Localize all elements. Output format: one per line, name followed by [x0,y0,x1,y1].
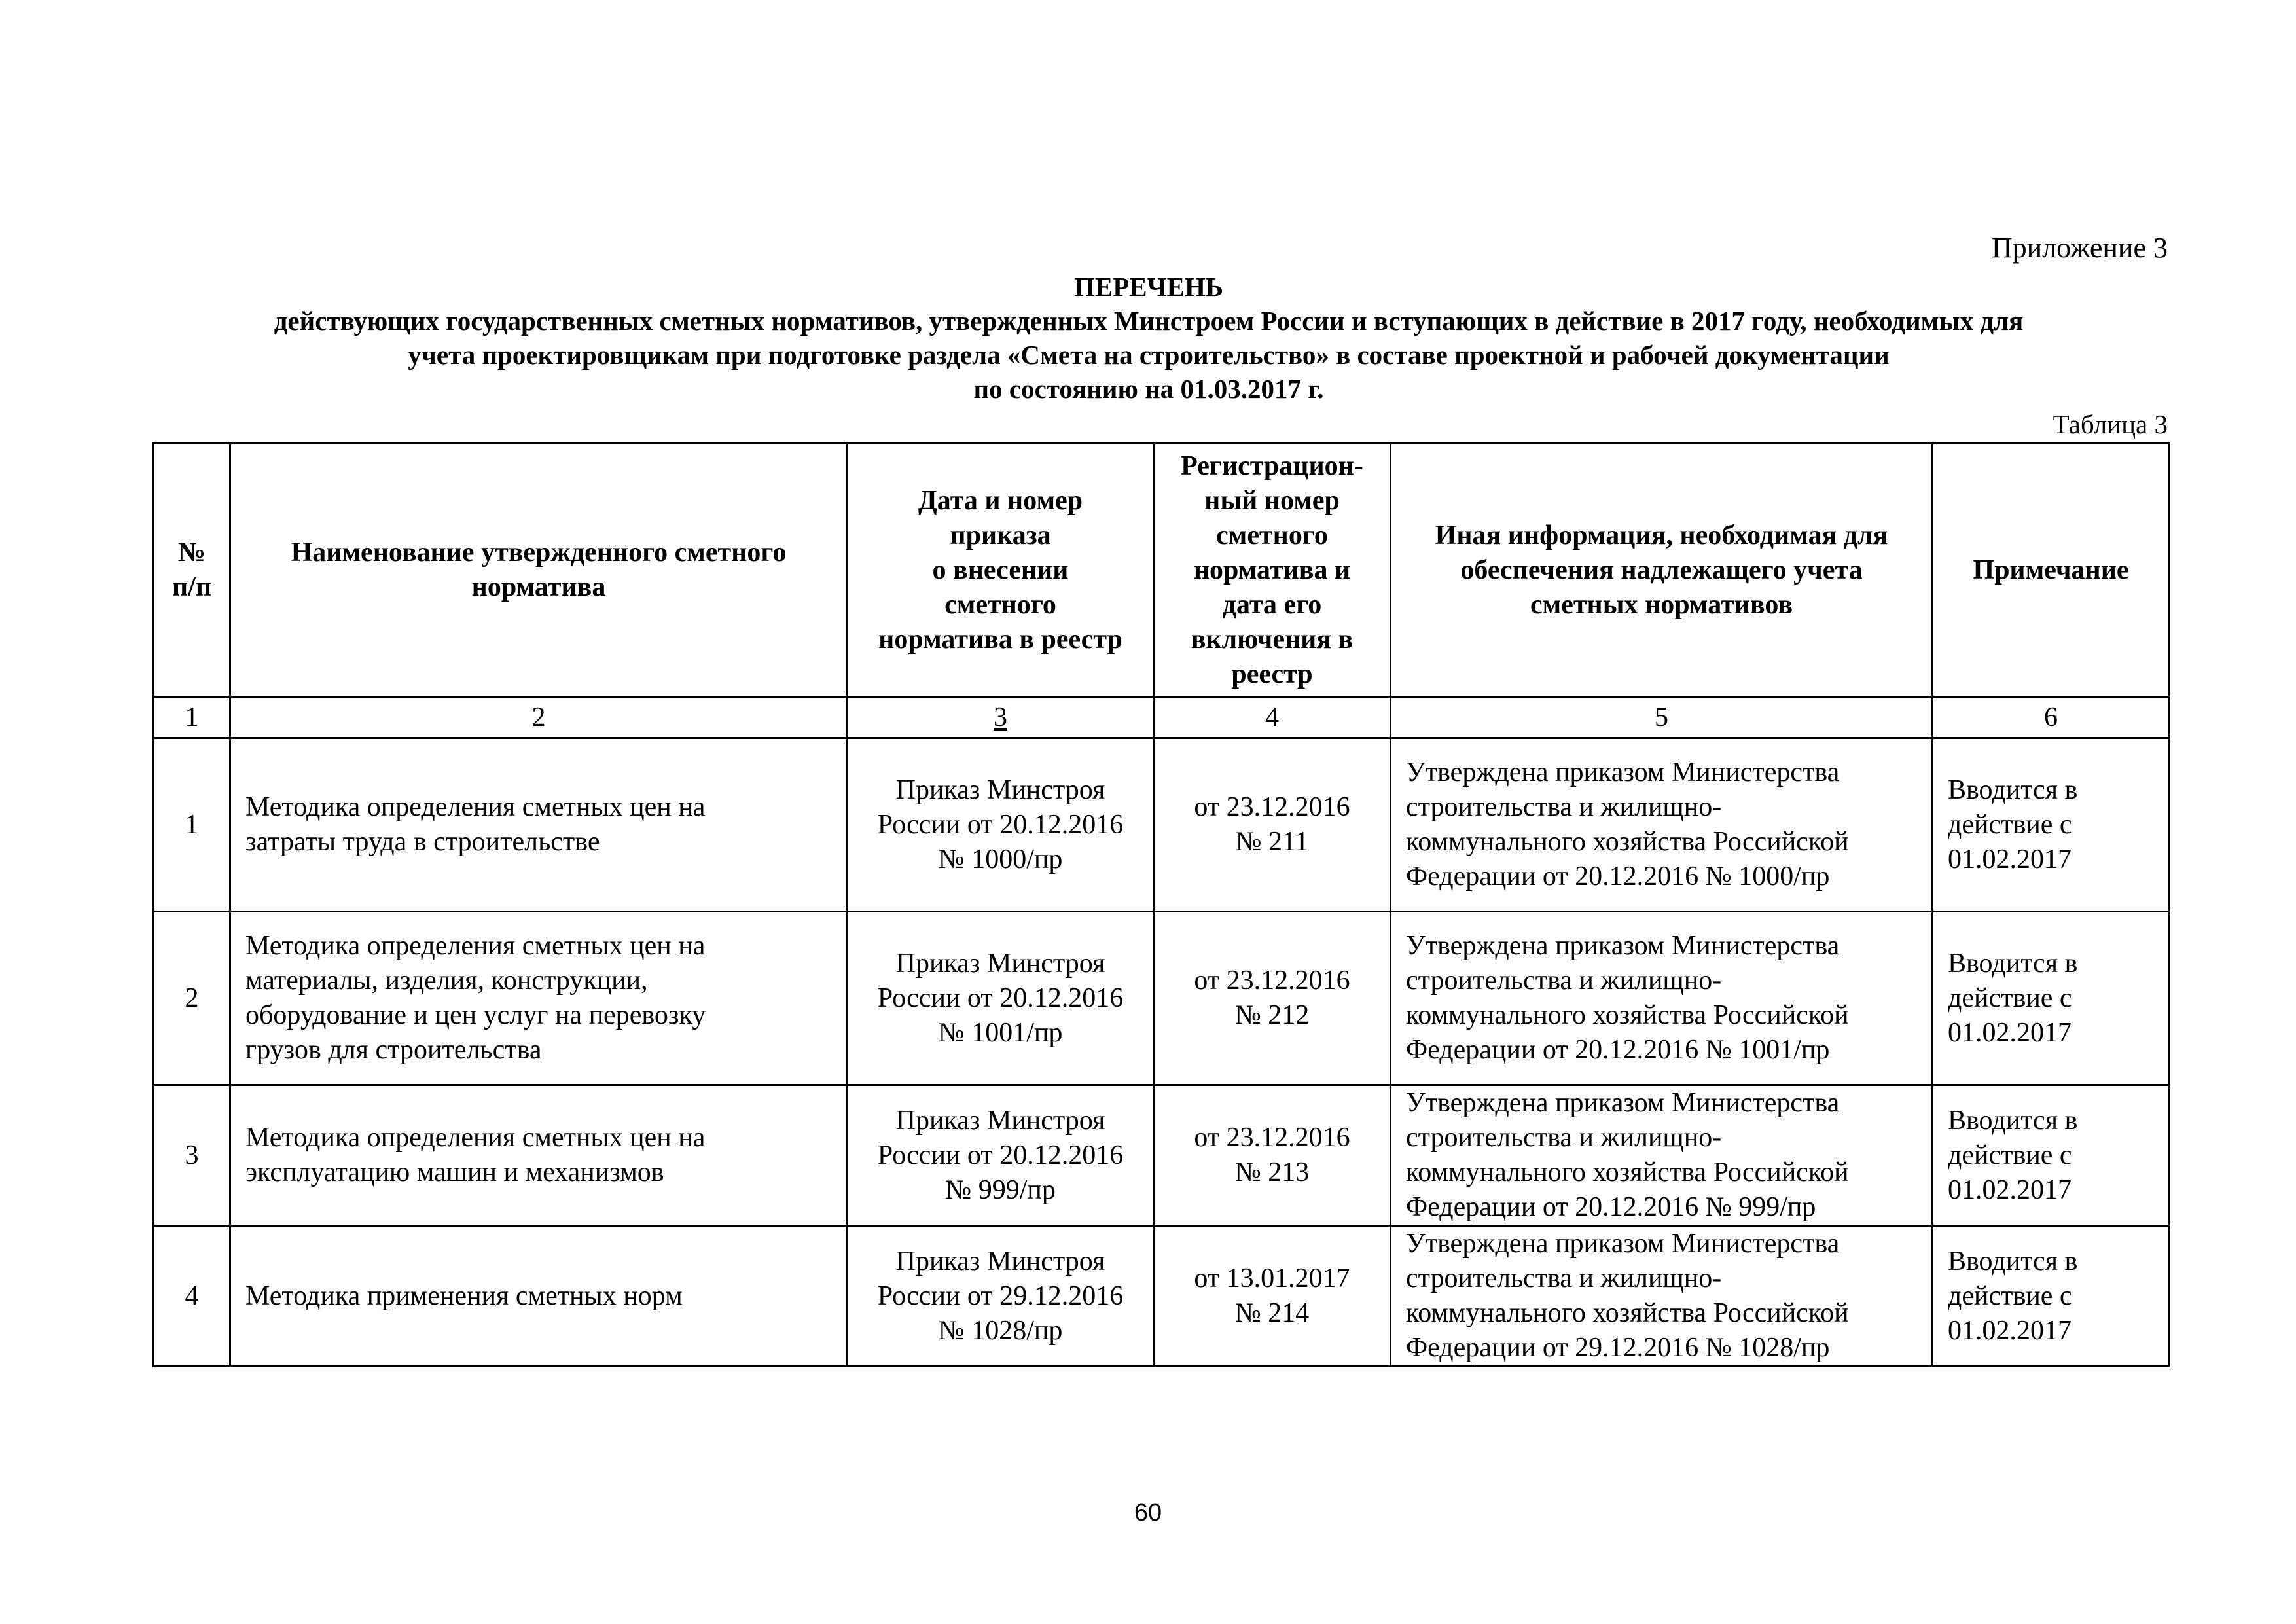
cell-line: Вводится в [1948,1246,2078,1276]
normatives-table [152,442,2170,1367]
cell-line: включения в [1191,624,1354,655]
table-row [154,1085,2170,1226]
table-header-row [154,444,2170,697]
cell-name [230,1226,848,1367]
column-number-text: 3 [994,702,1007,732]
cell-note [1933,1226,2170,1367]
column-number: 2 [230,697,848,738]
cell-line: № 999/пр [945,1174,1056,1205]
cell-order [848,912,1154,1085]
header-note [1933,444,2170,697]
cell-line: Наименование утвержденного сметного [291,537,787,568]
cell-line: № 1001/пр [938,1017,1063,1048]
cell-note [1933,912,2170,1085]
cell-line: 01.02.2017 [1948,1315,2072,1346]
cell-line: Иная информация, необходимая для [1435,520,1888,550]
cell-line: Приказ Минстроя [895,1246,1105,1276]
cell-order [848,738,1154,912]
table-row [154,912,2170,1085]
cell-note [1933,738,2170,912]
cell-line: коммунального хозяйства Российской [1406,1157,1849,1187]
page-number: 60 [1134,1499,1162,1526]
cell-line: действие с [1948,1280,2072,1311]
cell-line: строительства и жилищно- [1406,792,1722,822]
cell-line: Приказ Минстроя [895,948,1105,979]
cell-line: от 23.12.2016 [1194,792,1350,822]
column-number: 6 [1933,697,2170,738]
cell-line: материалы, изделия, конструкции, [245,965,648,996]
cell-line: 01.02.2017 [1948,1017,2072,1048]
cell-line: приказа [950,520,1051,550]
column-number-row [154,697,2170,738]
cell-line: сметного [944,589,1056,620]
cell-line: № 214 [1234,1298,1310,1328]
cell-line: Методика определения сметных цен на [245,931,706,961]
cell-line: № 1028/пр [938,1315,1063,1346]
cell-line: дата его [1222,589,1322,620]
cell-line: 01.02.2017 [1948,844,2072,875]
cell-registration [1154,912,1391,1085]
cell-line: ный номер [1204,485,1340,516]
cell-line: действие с [1948,1140,2072,1170]
cell-line: Приказ Минстроя [895,774,1105,805]
header-order [848,444,1154,697]
table-row [154,738,2170,912]
header-name [230,444,848,697]
cell-line: норматива в реестр [878,624,1122,655]
cell-line: № 213 [1234,1157,1310,1187]
cell-num: 3 [154,1085,230,1226]
cell-line: от 23.12.2016 [1194,1123,1350,1153]
cell-registration [1154,738,1391,912]
table-row [154,1226,2170,1367]
cell-line: Федерации от 29.12.2016 № 1028/пр [1406,1333,1830,1363]
cell-line: Федерации от 20.12.2016 № 999/пр [1406,1192,1816,1222]
cell-line: грузов для строительства [245,1035,542,1065]
cell-line: реестр [1231,659,1313,689]
cell-line: затраты труда в строительстве [245,827,600,857]
cell-info [1391,738,1933,912]
cell-line: № 212 [1234,1000,1310,1030]
cell-name [230,1085,848,1226]
cell-line: Федерации от 20.12.2016 № 1001/пр [1406,1035,1830,1065]
title-line-1: действующих государственных сметных нормативов, утвержденных Минстроем России и вступающих в действие в 2017 году, необходимых для [274,306,2024,336]
cell-line: п/п [171,572,212,602]
cell-line: строительства и жилищно- [1406,965,1722,996]
cell-line: Федерации от 20.12.2016 № 1000/пр [1406,861,1830,892]
cell-line: коммунального хозяйства Российской [1406,827,1849,857]
cell-line: действие с [1948,809,2072,840]
title-line-3: по состоянию на 01.03.2017 г. [973,374,1324,404]
cell-line: эксплуатацию машин и механизмов [245,1157,664,1187]
cell-name [230,912,848,1085]
header-info [1391,444,1933,697]
cell-line: от 23.12.2016 [1194,965,1350,996]
cell-line: № 211 [1235,827,1309,857]
appendix-label: Приложение 3 [1991,232,2168,264]
cell-line: действие с [1948,983,2072,1013]
title-line-2: учета проектировщикам при подготовке раздела «Смета на строительство» в составе проектной и рабочей документации [408,340,1890,370]
cell-line: коммунального хозяйства Российской [1406,1298,1849,1328]
cell-name [230,738,848,912]
cell-line: Утверждена приказом Министерства [1406,757,1840,787]
cell-line: строительства и жилищно- [1406,1123,1722,1153]
cell-line: коммунального хозяйства Российской [1406,1000,1849,1030]
header-registration [1154,444,1391,697]
cell-line: Вводится в [1948,1105,2078,1136]
cell-line: 01.02.2017 [1948,1174,2072,1205]
cell-registration [1154,1226,1391,1367]
cell-note [1933,1085,2170,1226]
cell-line: Дата и номер [918,485,1083,516]
cell-line: № 1000/пр [938,844,1063,875]
table-label: Таблица 3 [2053,409,2168,439]
cell-line: норматива и [1193,554,1351,585]
column-number: 5 [1391,697,1933,738]
cell-order [848,1226,1154,1367]
cell-line: России от 20.12.2016 [877,1140,1124,1170]
cell-line: Методика применения сметных норм [245,1280,683,1311]
cell-num: 1 [154,738,230,912]
cell-line: строительства и жилищно- [1406,1263,1722,1293]
column-number: 4 [1154,697,1391,738]
cell-line: Методика определения сметных цен на [245,1123,706,1153]
cell-line: Утверждена приказом Министерства [1406,931,1840,961]
cell-line: от 13.01.2017 [1194,1263,1350,1293]
cell-line: Вводится в [1948,774,2078,805]
cell-registration [1154,1085,1391,1226]
cell-line: Утверждена приказом Министерства [1406,1229,1840,1259]
cell-line: Вводится в [1948,948,2078,979]
cell-line: Примечание [1973,554,2129,585]
cell-line: Регистрацион- [1181,450,1363,481]
cell-line: России от 29.12.2016 [877,1280,1124,1311]
cell-info [1391,912,1933,1085]
cell-line: Методика определения сметных цен на [245,792,706,822]
cell-line: № [177,537,206,568]
cell-line: России от 20.12.2016 [877,983,1124,1013]
cell-line: о внесении [932,554,1069,585]
cell-line: норматива [471,572,606,602]
cell-line: России от 20.12.2016 [877,809,1124,840]
cell-line: оборудование и цен услуг на перевозку [245,1000,706,1030]
column-number: 1 [154,697,230,738]
cell-num: 4 [154,1226,230,1367]
cell-line: сметных нормативов [1530,589,1793,620]
title-heading: ПЕРЕЧЕНЬ [1073,272,1224,302]
cell-info [1391,1226,1933,1367]
cell-order [848,1085,1154,1226]
cell-line: Приказ Минстроя [895,1105,1105,1136]
cell-line: обеспечения надлежащего учета [1460,554,1863,585]
column-number [848,697,1154,738]
header-num [154,444,230,697]
document-title [151,270,2147,406]
cell-line: Утверждена приказом Министерства [1406,1088,1840,1118]
cell-num: 2 [154,912,230,1085]
cell-info [1391,1085,1933,1226]
cell-line: сметного [1216,520,1328,550]
